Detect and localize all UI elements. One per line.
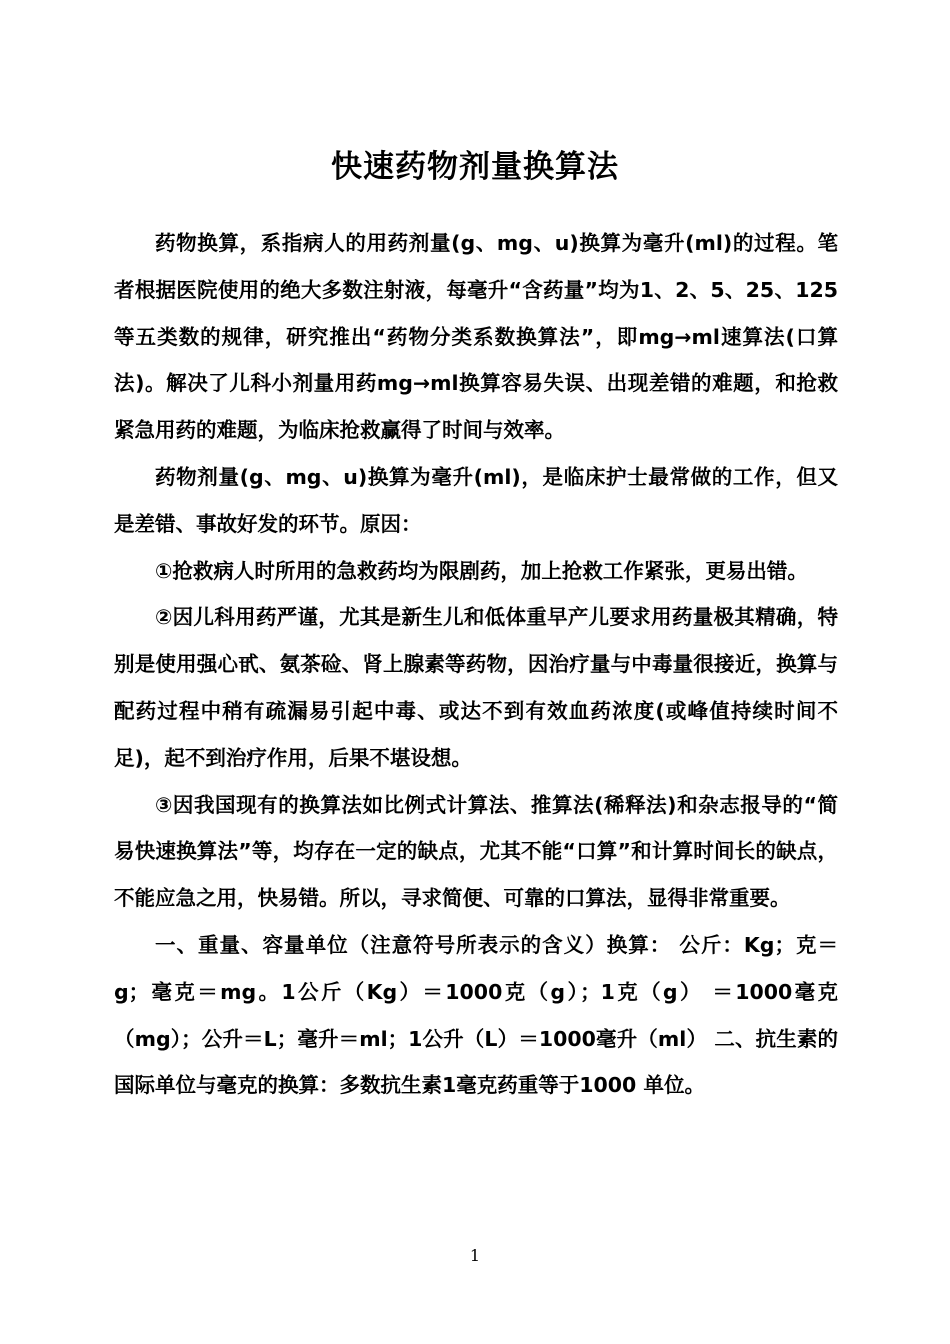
document-body	[114, 220, 838, 1109]
paragraph-intro: 药物换算，系指病人的用药剂量(g、mg、u)换算为毫升(ml)的过程。笔者根据医院使用的绝大多数注射液，每毫升“含药量”均为1、2、5、25、125等五类数的规律，研究推出“药物分类系数换算法”，即mg→ml速算法(口算法)。解决了儿科小剂量用药mg→ml换算容易失误、出现差错的难题，和抢救紧急用药的难题，为临床抢救赢得了时间与效率。	[114, 231, 838, 443]
paragraph-reason-3: ③因我国现有的换算法如比例式计算法、推算法(稀释法)和杂志报导的“简易快速换算法”等，均存在一定的缺点，尤其不能“口算”和计算时间长的缺点，不能应急之用，快易错。所以，寻求简便、可靠的口算法，显得非常重要。	[114, 792, 838, 911]
page-title: 快速药物剂量换算法	[331, 148, 619, 185]
paragraph-reason-2: ②因儿科用药严谨，尤其是新生儿和低体重早产儿要求用药量极其精确，特别是使用强心甙、氨茶硷、肾上腺素等药物，因治疗量与中毒量很接近，换算与配药过程中稍有疏漏易引起中毒、或达不到有效血药浓度(或峰值持续时间不足)，起不到治疗作用，后果不堪设想。	[114, 605, 838, 770]
page-number: 1	[469, 1246, 481, 1265]
paragraph-reasons: 药物剂量(g、mg、u)换算为毫升(ml)，是临床护士最常做的工作，但又是差错、事故好发的环节。原因：	[114, 464, 838, 536]
paragraph-reason-1: ①抢救病人时所用的急救药均为限剧药，加上抢救工作紧张，更易出错。	[155, 558, 808, 583]
paragraph-unit-conversion: 一、重量、容量单位（注意符号所表示的含义）换算： 公斤：Kg；克＝g；毫克＝mg。1公斤（Kg）＝1000克（g）；1克（g） ＝1000毫克（mg）；公升＝L；毫升＝ml；1公升（L）＝1000毫升（ml） 二、抗生素的国际单位与毫克的换算：多数抗生素1毫克药重等于1000 单位。	[114, 932, 838, 1098]
